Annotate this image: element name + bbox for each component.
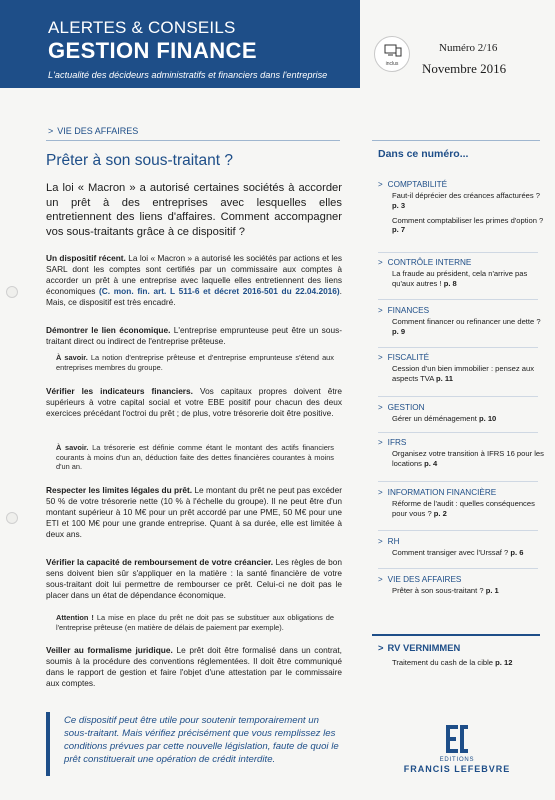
article-section: > VIE DES AFFAIRES <box>48 126 139 136</box>
rv-vernimmen-box[interactable] <box>372 634 540 678</box>
chevron-right-icon: > <box>378 575 383 584</box>
issue-date: Novembre 2016 <box>422 61 507 76</box>
digital-badge <box>374 36 410 72</box>
divider <box>46 140 340 141</box>
chevron-right-icon: > <box>378 537 383 546</box>
punch-hole <box>6 512 18 524</box>
toc-title: Dans ce numéro... <box>378 148 469 160</box>
article-callout <box>46 712 342 776</box>
chevron-right-icon: > <box>378 642 384 653</box>
rv-entry[interactable]: Traitement du cash de la cible p. 12 <box>392 658 513 667</box>
badge-label: inclus <box>385 61 399 67</box>
article-paragraph: Vérifier la capacité de remboursement de votre créancier. Les règles de bon sens doivent bien sûr s'appliquer en la matière : la santé financière de votre sous-traitant doit lui permettre de rembourser ce prêt. Celui-ci ne doit pas le placer dans un état de dépendance économique. <box>46 557 342 600</box>
toc-section[interactable]: > IFRS Organisez votre transition à IFRS 16 pour les locations p. 4 <box>378 438 544 468</box>
toc-section[interactable]: > VIE DES AFFAIRES Prêter à son sous-traitant ? p. 1 <box>378 575 544 596</box>
toc-entry[interactable]: Comment comptabiliser les primes d'option ? p. 7 <box>392 215 544 235</box>
toc-section[interactable]: > RH Comment transiger avec l'Urssaf ? p. 6 <box>378 537 544 558</box>
article-note: À savoir. La notion d'entreprise prêteuse et d'entreprise emprunteuse s'étend aux entreprises membres du groupe. <box>56 353 334 372</box>
callout-text: Ce dispositif peut être utile pour soutenir temporairement un sous-traitant. Mais vérifiez précisément que vous remplissez les conditions prévues par cette nouvelle législation, faute de quoi le prêt constituerait une opération de crédit interdite. <box>64 715 339 765</box>
article-paragraph: Vérifier les indicateurs financiers. Vos capitaux propres doivent être supérieurs à votre capital social et votre EBE positif pour chacun des deux exercices précédant l'octroi du prêt ; de plus, votre trésorerie doit être positive. <box>46 386 343 418</box>
divider <box>378 432 538 433</box>
toc-section[interactable]: > INFORMATION FINANCIÈRE Réforme de l'audit : quelles conséquences pour vous ? p. 2 <box>378 488 544 519</box>
chevron-right-icon: > <box>378 353 383 362</box>
masthead-band <box>0 0 360 88</box>
toc-section[interactable]: > FINANCES Comment financer ou refinancer une dette ? p. 9 <box>378 306 544 337</box>
toc-entry[interactable]: Comment financer ou refinancer une dette ? p. 9 <box>392 317 541 336</box>
article-lede: La loi « Macron » a autorisé certaines sociétés à accorder un prêt à des entreprises avec lesquelles elles entretiennent des liens d'affaires. Comment accompagner vos sous-traitants grâce à ce dispositif ? <box>46 182 342 238</box>
toc-entry[interactable]: Gérer un déménagement p. 10 <box>392 414 497 423</box>
logo-name: FRANCIS LEFEBVRE <box>403 764 511 774</box>
logo-editions: EDITIONS <box>439 757 475 763</box>
toc-entry[interactable]: La fraude au président, cela n'arrive pas qu'aux autres ! p. 8 <box>392 269 528 288</box>
chevron-right-icon: > <box>378 403 383 412</box>
rv-title: > RV VERNIMMEN <box>378 642 461 653</box>
divider <box>378 347 538 348</box>
devices-icon <box>384 44 402 58</box>
article-title: Prêter à son sous-traitant ? <box>46 152 233 169</box>
chevron-right-icon: > <box>48 126 54 136</box>
article-paragraph: Démontrer le lien économique. L'entreprise emprunteuse peut être un sous-traitant direct ou indirect de l'entreprise prêteuse. <box>46 325 342 346</box>
toc-entry[interactable]: Prêter à son sous-traitant ? p. 1 <box>392 586 499 595</box>
punch-hole <box>6 286 18 298</box>
toc-entry[interactable]: Cession d'un bien immobilier : pensez aux aspects TVA p. 11 <box>392 364 535 383</box>
publisher-logo <box>402 724 512 784</box>
divider <box>378 530 538 531</box>
chevron-right-icon: > <box>378 488 383 497</box>
toc-entry[interactable]: Faut-il déprécier des créances affacturées ? p. 3 <box>392 191 541 210</box>
divider <box>378 396 538 397</box>
toc-entry[interactable]: Organisez votre transition à IFRS 16 pour les locations p. 4 <box>392 449 544 468</box>
toc-entry[interactable]: Réforme de l'audit : quelles conséquences pour vous ? p. 2 <box>392 499 535 518</box>
toc-entry[interactable]: Comment transiger avec l'Urssaf ? p. 6 <box>392 548 524 557</box>
masthead-line1: ALERTES & CONSEILS <box>48 18 236 37</box>
toc-section[interactable]: > GESTION Gérer un déménagement p. 10 <box>378 403 544 424</box>
masthead-title: GESTION FINANCE <box>48 38 257 63</box>
chevron-right-icon: > <box>378 306 383 315</box>
chevron-right-icon: > <box>378 180 383 189</box>
divider <box>378 299 538 300</box>
divider <box>378 481 538 482</box>
divider <box>378 568 538 569</box>
divider <box>372 140 540 141</box>
article-paragraph: Veiller au formalisme juridique. Le prêt doit être formalisé dans un contrat, soumis à la procédure des conventions réglementées. Il doit être communiqué dans le rapport de gestion et faire l'objet d'une attestation par le commissaire aux comptes. <box>46 645 342 688</box>
article-note: Attention ! La mise en place du prêt ne doit pas se substituer aux obligations de l'entreprise prêteuse (en matière de délais de paiement par exemple). <box>56 613 334 632</box>
article-paragraph: Respecter les limites légales du prêt. Le montant du prêt ne peut pas excéder 50 % de votre trésorerie nette (10 % à l'échelle du groupe). Il ne peut être d'un montant supérieur à 10 M€ pour un prêt accordé par une PME, 50 M€ pour une ETI et 100 M€ pour une grande entreprise. Quant à sa durée, elle est limitée à deux ans. <box>46 485 343 539</box>
chevron-right-icon: > <box>378 258 383 267</box>
toc-section[interactable]: > COMPTABILITÉ Faut-il déprécier des créances affacturées ? p. 3 Comment comptabiliser les primes d'option ? p. 7 <box>378 180 544 235</box>
toc-section[interactable]: > CONTRÔLE INTERNE La fraude au président, cela n'arrive pas qu'aux autres ! p. 8 <box>378 258 544 289</box>
chevron-right-icon: > <box>378 438 383 447</box>
divider <box>378 252 538 253</box>
article-note: À savoir. La trésorerie est définie comme étant le montant des actifs financiers courants à moins d'un an, déduction faite des dettes financières courantes à moins d'un an. <box>56 443 334 472</box>
toc-section[interactable]: > FISCALITÉ Cession d'un bien immobilier : pensez aux aspects TVA p. 11 <box>378 353 544 384</box>
issue-number: Numéro 2/16 <box>439 42 498 54</box>
article-paragraph: Un dispositif récent. La loi « Macron » a autorisé les sociétés par actions et les SARL dont les comptes sont certifiés par un commissaire aux comptes à accorder un prêt à une entreprise avec laquelle elles entretiennent des liens économiques (C. mon. fin. art. L 511-6 et décret 2016-501 du 22.04.2016). Mais, ce dispositif est très encadré. <box>46 253 342 307</box>
masthead <box>0 0 555 92</box>
masthead-subtitle: L'actualité des décideurs administratifs et financiers dans l'entreprise <box>48 70 328 80</box>
francis-lefebvre-logo-icon <box>444 724 470 754</box>
